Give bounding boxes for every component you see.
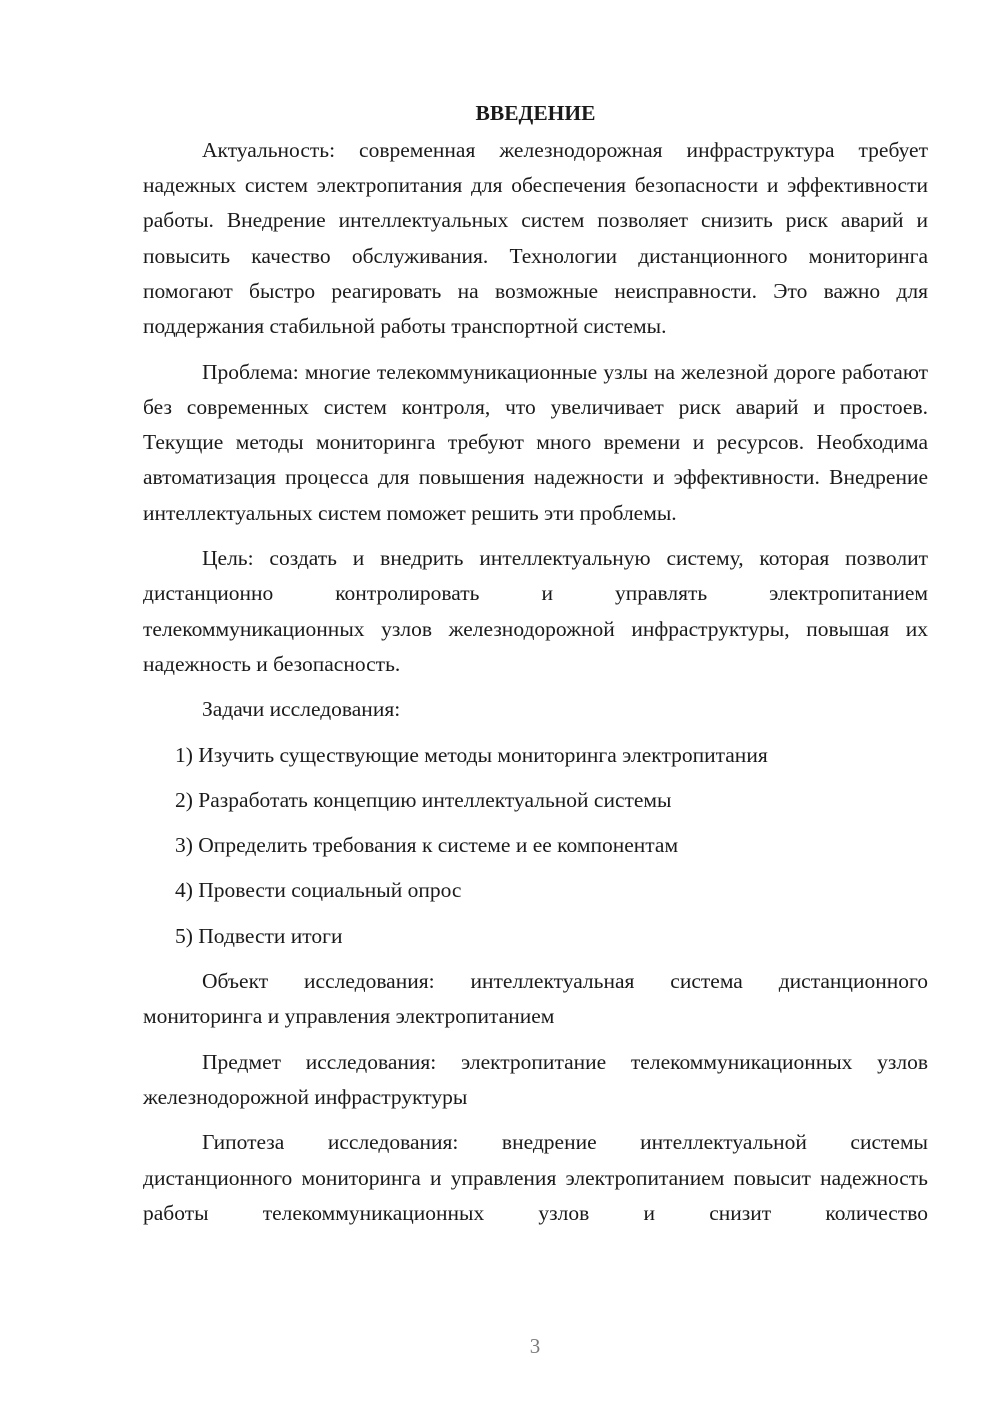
goal-paragraph: Цель: создать и внедрить интеллектуальную систему, которая позволит дистанционно контролировать и управлять электропитанием телекоммуникационных узлов железнодорожной инфраструктуры, повышая их надежность и безопасность. <box>143 546 928 676</box>
page-number: 3 <box>529 1334 541 1358</box>
hypothesis-paragraph: Гипотеза исследования: внедрение интеллектуальной системы дистанционного мониторинга и управления электропитанием повысит надежность работы телекоммуникационных узлов и снизит количество <box>143 1130 928 1225</box>
section-title: ВВЕДЕНИЕ <box>475 101 596 125</box>
subject-paragraph: Предмет исследования: электропитание телекоммуникационных узлов железнодорожной инфраструктуры <box>143 1049 928 1109</box>
page-content <box>143 96 928 1241</box>
tasks-heading: Задачи исследования: <box>202 697 401 722</box>
task-item: 4) Провести социальный опрос <box>175 878 462 903</box>
task-item: 3) Определить требования к системе и ее компонентам <box>175 833 679 858</box>
problem-paragraph: Проблема: многие телекоммуникационные узлы на железной дороге работают без современных систем контроля, что увеличивает риск аварий и простоев. Текущие методы мониторинга требуют много времени и ресурсов. Необходима автоматизация процесса для повышения надежности и эффективности. Внедрение интеллектуальных систем поможет решить эти проблемы. <box>143 359 928 525</box>
object-paragraph: Объект исследования: интеллектуальная система дистанционного мониторинга и управления электропитанием <box>143 969 928 1029</box>
task-item: 2) Разработать концепцию интеллектуальной системы <box>175 787 672 812</box>
task-item: 1) Изучить существующие методы мониторинга электропитания <box>175 742 768 767</box>
tasks-list <box>143 738 928 954</box>
task-item: 5) Подвести итоги <box>175 923 343 948</box>
relevance-paragraph: Актуальность: современная железнодорожная инфраструктура требует надежных систем электропитания для обеспечения безопасности и эффективности работы. Внедрение интеллектуальных систем позволяет снизить риск аварий и повысить качество обслуживания. Технологии дистанционного мониторинга помогают быстро реагировать на возможные неисправности. Это важно для поддержания стабильной работы транспортной системы. <box>143 137 928 339</box>
